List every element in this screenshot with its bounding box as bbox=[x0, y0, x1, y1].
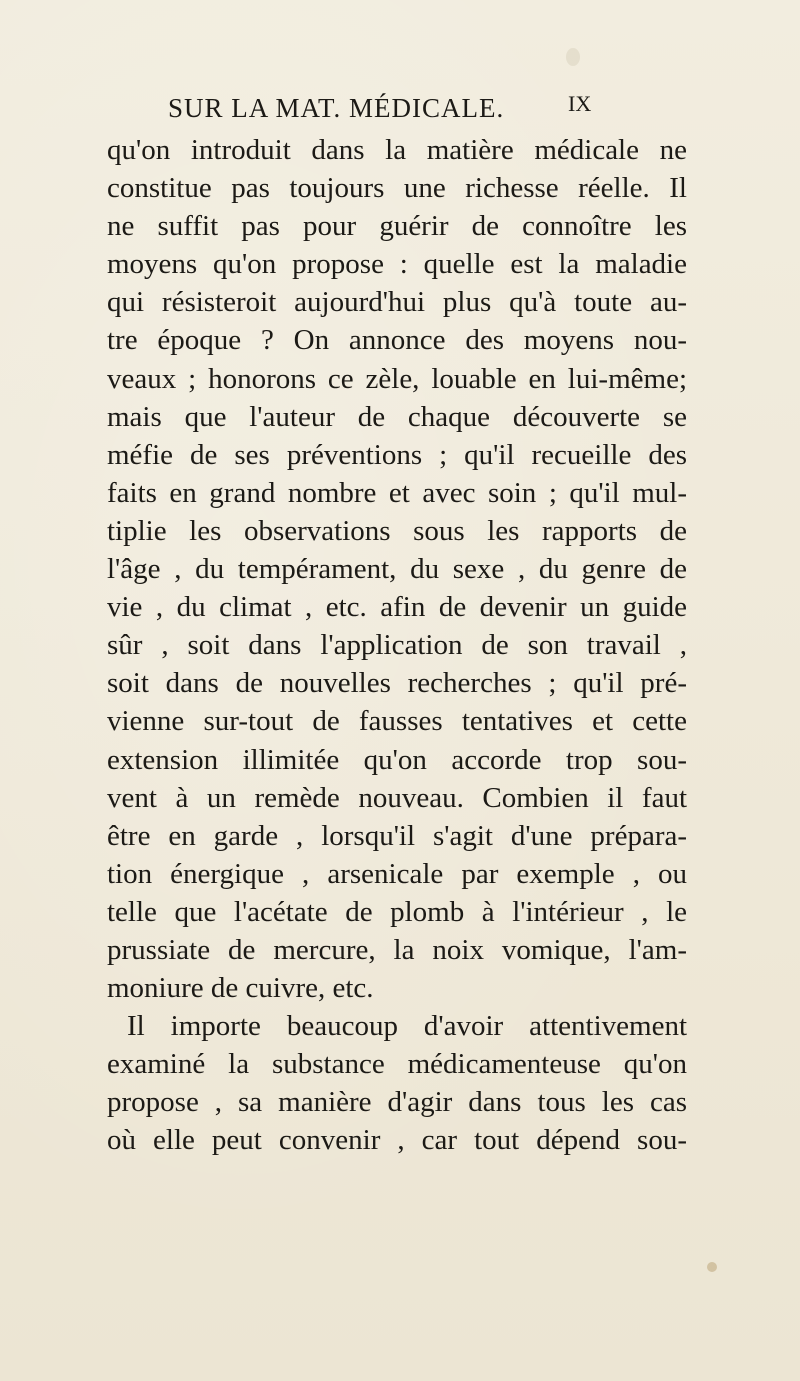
text-line: sûr , soit dans l'application de son travail , bbox=[107, 629, 687, 662]
text-line: qu'on introduit dans la matière médicale ne bbox=[107, 134, 687, 166]
text-line: ne suffit pas pour guérir de connoître les bbox=[107, 210, 687, 243]
text-line: extension illimitée qu'on accorde trop sou- bbox=[107, 743, 687, 776]
text-line: prussiate de mercure, la noix vomique, l'am- bbox=[107, 933, 687, 966]
text-line: examiné la substance médicamenteuse qu'on bbox=[107, 1048, 687, 1081]
text-line: tion énergique , arsenicale par exemple , ou bbox=[107, 857, 687, 890]
text-line: faits en grand nombre et avec soin ; qu'il mul- bbox=[107, 476, 687, 509]
text-line: vie , du climat , etc. afin de devenir un guide bbox=[107, 591, 687, 624]
text-line: moyens qu'on propose : quelle est la maladie bbox=[107, 248, 687, 281]
text-line: mais que l'auteur de chaque découverte se bbox=[107, 400, 687, 433]
text-line: où elle peut convenir , car tout dépend sou- bbox=[107, 1124, 687, 1157]
text-line: moniure de cuivre, etc. bbox=[107, 972, 374, 1005]
text-line: tre époque ? On annonce des moyens nou- bbox=[107, 324, 687, 357]
text-line: vienne sur-tout de fausses tentatives et cette bbox=[107, 705, 687, 738]
text-line: vent à un remède nouveau. Combien il faut bbox=[107, 781, 687, 814]
text-line: tiplie les observations sous les rapports de bbox=[107, 514, 687, 547]
text-line: propose , sa manière d'agir dans tous les cas bbox=[107, 1086, 687, 1119]
text-line: l'âge , du tempérament, du sexe , du genre de bbox=[107, 553, 687, 586]
text-line: Il importe beaucoup d'avoir attentivement bbox=[127, 1010, 687, 1043]
text-line: soit dans de nouvelles recherches ; qu'il pré- bbox=[107, 667, 687, 700]
text-line: veaux ; honorons ce zèle, louable en lui-même; bbox=[107, 362, 687, 395]
page-number: IX bbox=[568, 91, 592, 116]
paper-stain bbox=[707, 1262, 717, 1272]
running-head: SUR LA MAT. MÉDICALE. bbox=[168, 93, 505, 123]
text-line: telle que l'acétate de plomb à l'intérieur , le bbox=[107, 895, 687, 928]
text-line: être en garde , lorsqu'il s'agit d'une prépara- bbox=[107, 819, 687, 852]
text-line: qui résisteroit aujourd'hui plus qu'à toute au- bbox=[107, 286, 687, 319]
text-line: constitue pas toujours une richesse réelle. Il bbox=[107, 172, 687, 205]
text-line: méfie de ses préventions ; qu'il recueille des bbox=[107, 438, 687, 471]
body-text bbox=[107, 131, 687, 1160]
paper-stain bbox=[566, 48, 580, 66]
